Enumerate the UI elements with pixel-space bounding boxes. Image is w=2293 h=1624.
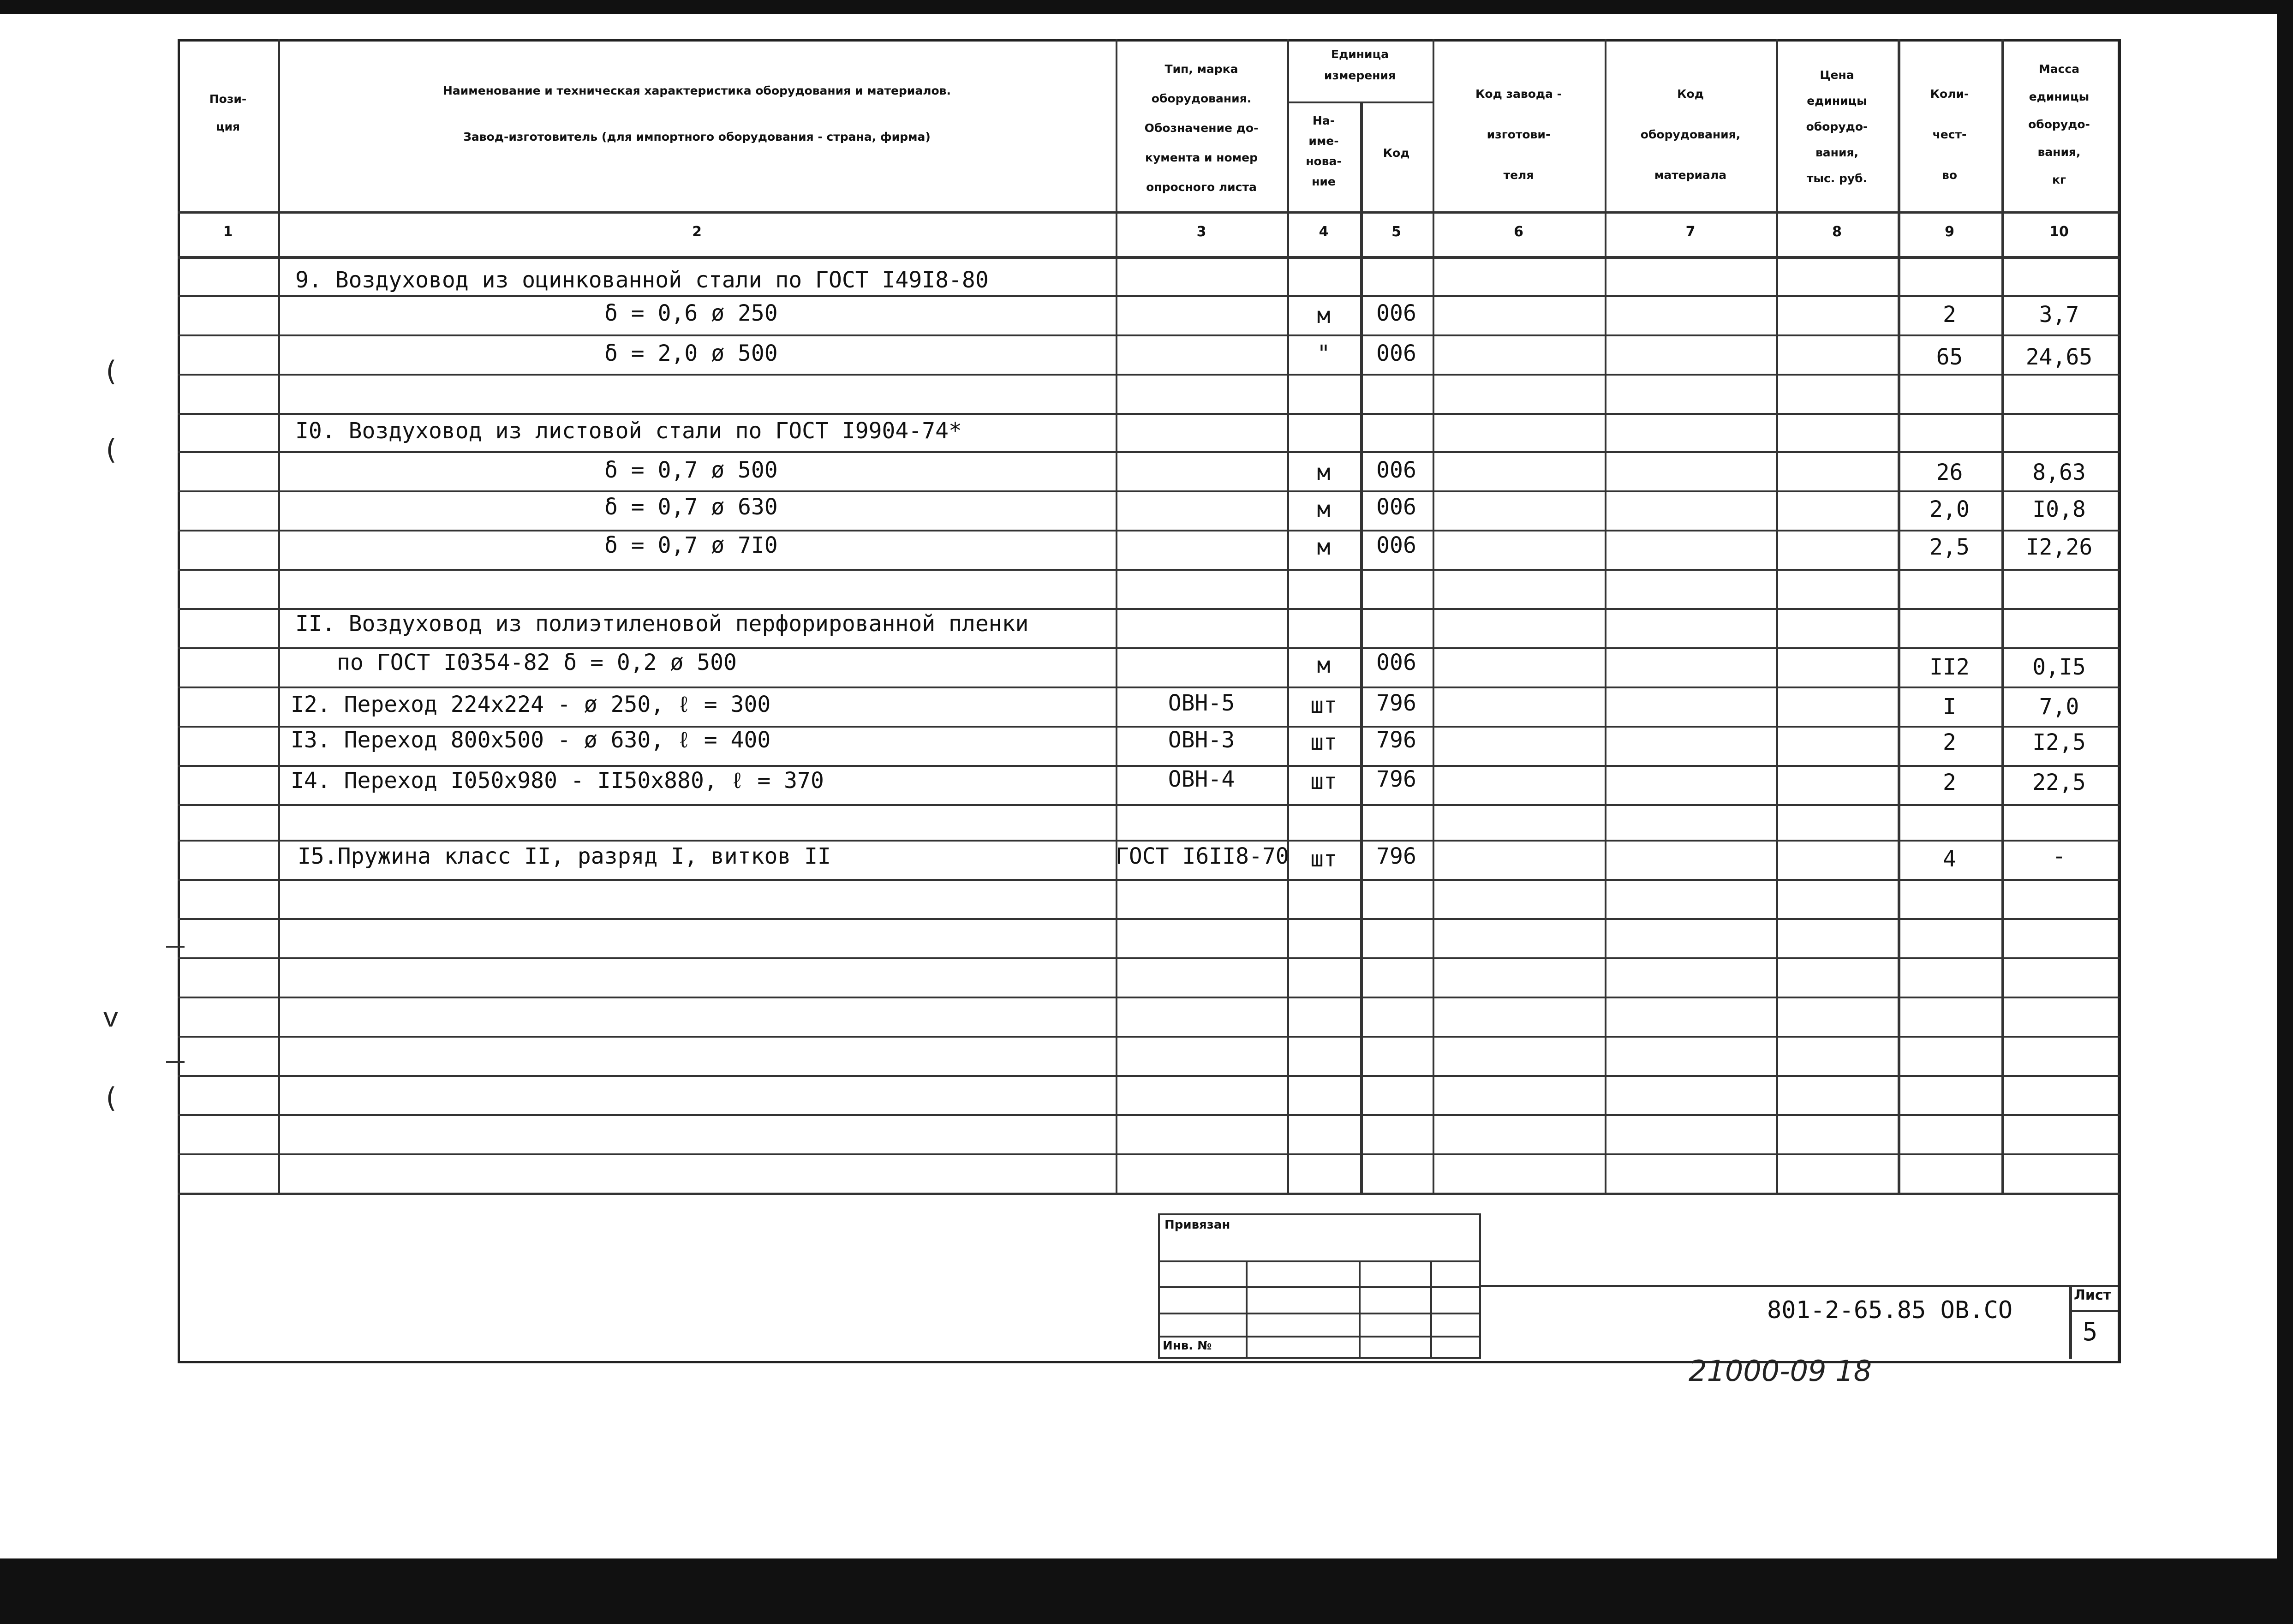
unit-code: 796 bbox=[1376, 727, 1416, 753]
document-number: 801-2-65.85 ОВ.СО bbox=[1767, 1296, 2013, 1324]
row-line bbox=[178, 1153, 2120, 1155]
column-number: 7 bbox=[1685, 224, 1696, 240]
equipment-type: ГОСТ I6II8-70 bbox=[1116, 843, 1289, 869]
row-line bbox=[178, 840, 2120, 842]
margin-tick bbox=[166, 1061, 185, 1063]
unit-code: 006 bbox=[1376, 494, 1416, 520]
row-line bbox=[178, 918, 2120, 920]
unit-mass: I2,5 bbox=[2032, 729, 2086, 755]
item-name: I0. Воздуховод из листовой стали по ГОСТ I9904-74* bbox=[295, 418, 962, 444]
unit-code: 006 bbox=[1376, 532, 1416, 558]
item-name: δ = 0,7 ø 7I0 bbox=[604, 532, 778, 558]
header-name-line2: Завод-изготовитель (для импортного оборудования - страна, фирма) bbox=[463, 130, 931, 143]
unit-mass: I0,8 bbox=[2032, 496, 2086, 522]
equipment-type: ОВН-5 bbox=[1168, 690, 1235, 716]
unit-name: шт bbox=[1310, 846, 1337, 872]
quantity: 2,5 bbox=[1929, 534, 1970, 560]
quantity: 26 bbox=[1936, 460, 1963, 485]
stamp-line bbox=[1158, 1336, 1481, 1337]
inventory-label: Инв. № bbox=[1163, 1339, 1212, 1353]
item-name: I5.Пружина класс II, разряд I, витков II bbox=[298, 843, 831, 869]
stamp-divider bbox=[1246, 1260, 1248, 1357]
item-name: 9. Воздуховод из оцинкованной стали по ГОСТ I49I8-80 bbox=[295, 267, 989, 293]
stamp-divider bbox=[1359, 1260, 1361, 1357]
column-number: 3 bbox=[1196, 224, 1206, 240]
unit-mass: 8,63 bbox=[2032, 460, 2086, 485]
binding-mark: ᴠ bbox=[102, 1001, 119, 1033]
item-name: δ = 2,0 ø 500 bbox=[604, 340, 778, 366]
scan-edge-top bbox=[0, 0, 2293, 14]
item-name: δ = 0,7 ø 500 bbox=[604, 457, 778, 483]
item-name: I4. Переход I050x980 - II50x880, ℓ = 370 bbox=[291, 768, 824, 794]
column-number: 2 bbox=[692, 224, 702, 240]
row-line bbox=[178, 374, 2120, 376]
table-bottom-line bbox=[178, 1193, 2120, 1195]
unit-mass: - bbox=[2052, 843, 2066, 869]
unit-mass: I2,26 bbox=[2025, 534, 2093, 560]
header-position: Пози- ция bbox=[209, 92, 247, 133]
quantity: II2 bbox=[1929, 654, 1970, 680]
item-name: δ = 0,6 ø 250 bbox=[604, 300, 778, 326]
item-name: II. Воздуховод из полиэтиленовой перфорированной пленки bbox=[295, 611, 1029, 637]
column-number: 5 bbox=[1391, 224, 1401, 240]
quantity: 2 bbox=[1943, 770, 1956, 795]
quantity: 2 bbox=[1943, 729, 1956, 755]
unit-name: " bbox=[1317, 340, 1331, 366]
unit-name: м bbox=[1317, 496, 1331, 522]
row-line bbox=[178, 451, 2120, 453]
unit-name: шт bbox=[1310, 729, 1337, 755]
column-number: 6 bbox=[1514, 224, 1523, 240]
title-block-line bbox=[1481, 1285, 2118, 1287]
stamp-divider bbox=[1430, 1260, 1432, 1357]
header-manufacturer-code: Код завода - изготови- теля bbox=[1475, 87, 1562, 182]
unit-code: 796 bbox=[1376, 766, 1416, 792]
scan-edge-right bbox=[2277, 0, 2293, 1624]
stamp-line bbox=[1158, 1313, 1481, 1314]
row-line bbox=[178, 295, 2120, 297]
column-number: 9 bbox=[1945, 224, 1954, 240]
unit-code: 006 bbox=[1376, 340, 1416, 366]
sheet-label: Лист bbox=[2074, 1287, 2112, 1303]
scan-edge-bottom bbox=[0, 1558, 2293, 1624]
equipment-type: ОВН-4 bbox=[1168, 766, 1235, 792]
archive-code: 21000-09 18 bbox=[1689, 1354, 1872, 1388]
header-unit: Единица измерения bbox=[1324, 48, 1396, 82]
row-line bbox=[178, 1075, 2120, 1077]
unit-code: 796 bbox=[1376, 690, 1416, 716]
row-line bbox=[178, 530, 2120, 531]
item-name: δ = 0,7 ø 630 bbox=[604, 494, 778, 520]
unit-name: шт bbox=[1310, 769, 1337, 794]
column-number-line bbox=[178, 256, 2120, 259]
sheet-cell-line bbox=[2069, 1310, 2118, 1312]
unit-code: 796 bbox=[1376, 843, 1416, 869]
header-mass: Масса единицы оборудо- вания, кг bbox=[2028, 62, 2090, 186]
unit-mass: 24,65 bbox=[2025, 344, 2093, 370]
row-line bbox=[178, 879, 2120, 881]
unit-name: м bbox=[1317, 652, 1331, 678]
unit-name: м bbox=[1317, 534, 1331, 560]
unit-code: 006 bbox=[1376, 457, 1416, 483]
item-name: I2. Переход 224x224 - ø 250, ℓ = 300 bbox=[291, 692, 771, 717]
header-unit-name: На- име- нова- ние bbox=[1306, 114, 1342, 188]
row-line bbox=[178, 569, 2120, 571]
header-type: Тип, марка оборудования. Обозначение до- кумента и номер опросного листа bbox=[1144, 62, 1259, 194]
equipment-type: ОВН-3 bbox=[1168, 727, 1235, 753]
header-bottom-line bbox=[178, 211, 2120, 214]
header-unit-code: Код bbox=[1383, 146, 1410, 160]
binding-mark: ( bbox=[102, 1082, 119, 1114]
sheet-number: 5 bbox=[2082, 1317, 2098, 1346]
header-equipment-code: Код оборудования, материала bbox=[1640, 87, 1741, 182]
row-line bbox=[178, 997, 2120, 998]
unit-mass: 3,7 bbox=[2039, 302, 2079, 328]
quantity: 2,0 bbox=[1929, 496, 1970, 522]
unit-mass: 0,I5 bbox=[2032, 654, 2086, 680]
unit-mass: 7,0 bbox=[2039, 694, 2079, 720]
item-name: по ГОСТ I0354-82 δ = 0,2 ø 500 bbox=[337, 650, 737, 675]
row-line bbox=[178, 957, 2120, 959]
quantity: 2 bbox=[1943, 302, 1956, 328]
header-name-line1: Наименование и техническая характеристика оборудования и материалов. bbox=[442, 84, 951, 97]
column-number: 4 bbox=[1319, 224, 1329, 240]
unit-code: 006 bbox=[1376, 300, 1416, 326]
column-number: 10 bbox=[2049, 224, 2069, 240]
row-line bbox=[178, 804, 2120, 806]
stamp-line bbox=[1158, 1286, 1481, 1288]
item-name: I3. Переход 800x500 - ø 630, ℓ = 400 bbox=[291, 727, 771, 753]
row-line bbox=[178, 413, 2120, 415]
row-line bbox=[178, 687, 2120, 688]
row-line bbox=[178, 765, 2120, 767]
unit-name: шт bbox=[1310, 693, 1337, 718]
column-number: 1 bbox=[223, 224, 233, 240]
header-price: Цена единицы оборудо- вания, тыс. руб. bbox=[1806, 68, 1868, 185]
margin-tick bbox=[166, 946, 185, 948]
stamp-line bbox=[1158, 1260, 1481, 1262]
column-number: 8 bbox=[1832, 224, 1842, 240]
row-line bbox=[178, 490, 2120, 492]
quantity: 4 bbox=[1943, 846, 1956, 872]
quantity: I bbox=[1943, 694, 1956, 720]
unit-name: м bbox=[1317, 460, 1331, 485]
binding-mark: ( bbox=[102, 355, 119, 388]
unit-name: м bbox=[1317, 303, 1331, 328]
quantity: 65 bbox=[1936, 344, 1963, 370]
unit-mass: 22,5 bbox=[2032, 770, 2086, 795]
row-line bbox=[178, 334, 2120, 336]
binding-mark: ( bbox=[102, 434, 119, 466]
row-line bbox=[178, 1114, 2120, 1116]
row-line bbox=[178, 647, 2120, 649]
unit-code: 006 bbox=[1376, 650, 1416, 675]
row-line bbox=[178, 1036, 2120, 1038]
unit-subheader-line bbox=[1287, 102, 1433, 103]
row-line bbox=[178, 608, 2120, 610]
attached-label: Привязан bbox=[1164, 1218, 1230, 1232]
header-quantity: Коли- чест- во bbox=[1930, 87, 1969, 182]
